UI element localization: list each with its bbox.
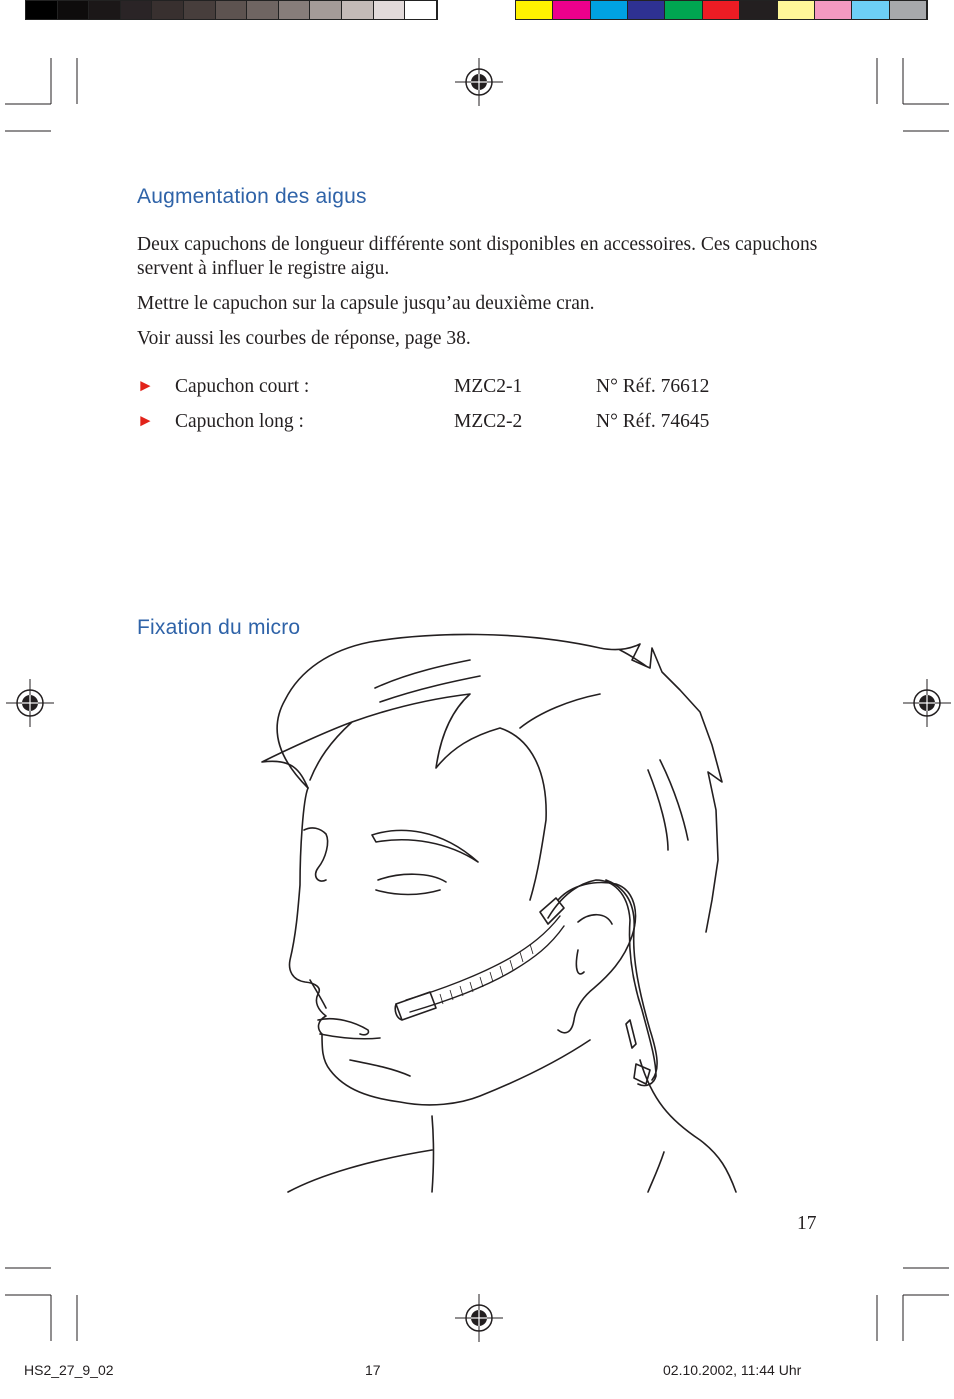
eye xyxy=(376,874,446,894)
page-number: 17 xyxy=(797,1213,817,1234)
footer-page: 17 xyxy=(365,1362,381,1378)
bullet-arrow-icon: ► xyxy=(137,376,154,395)
face-profile xyxy=(290,788,590,1105)
item-label: Capuchon long : xyxy=(175,411,304,432)
item-ref: N° Réf. 74645 xyxy=(596,411,710,432)
hair-spikes-front xyxy=(262,694,546,900)
nostril-fold xyxy=(304,828,328,881)
list-item-capuchon-long xyxy=(137,411,757,437)
eyebrow xyxy=(372,830,478,862)
registration-mark-right xyxy=(903,679,951,727)
hair-outline xyxy=(277,634,722,932)
headset-cable-clip xyxy=(626,1020,650,1084)
section-title-aigus: Augmentation des aigus xyxy=(137,185,367,208)
headset-earpiece xyxy=(548,880,657,1086)
item-ref: N° Réf. 76612 xyxy=(596,376,710,397)
footer-timestamp: 02.10.2002, 11:44 Uhr xyxy=(663,1362,802,1378)
item-model: MZC2-2 xyxy=(454,411,523,432)
registration-mark-left xyxy=(6,679,54,727)
section-title-fixation: Fixation du micro xyxy=(137,616,301,639)
microphone-boom xyxy=(406,916,564,1012)
paragraph-cran: Mettre le capuchon sur la capsule jusqu’au deuxième cran. xyxy=(137,293,595,314)
list-item-capuchon-court xyxy=(137,376,757,402)
registration-mark-top xyxy=(455,58,503,106)
ear xyxy=(558,883,635,1033)
registration-mark-bottom xyxy=(455,1294,503,1342)
paragraph-courbes: Voir aussi les courbes de réponse, page 38. xyxy=(137,328,471,349)
head-with-headset-illustration xyxy=(262,634,736,1192)
bullet-arrow-icon: ► xyxy=(137,411,154,430)
item-label: Capuchon court : xyxy=(175,376,310,397)
hair-strands xyxy=(375,650,688,850)
paragraph-capuchons: Deux capuchons de longueur différente sont disponibles en accessoires. Ces capuchons servent à influer le registre aigu. xyxy=(137,234,818,279)
footer-job-name: HS2_27_9_02 xyxy=(24,1362,114,1378)
item-model: MZC2-1 xyxy=(454,376,523,397)
neck-and-shoulders xyxy=(288,1060,736,1192)
